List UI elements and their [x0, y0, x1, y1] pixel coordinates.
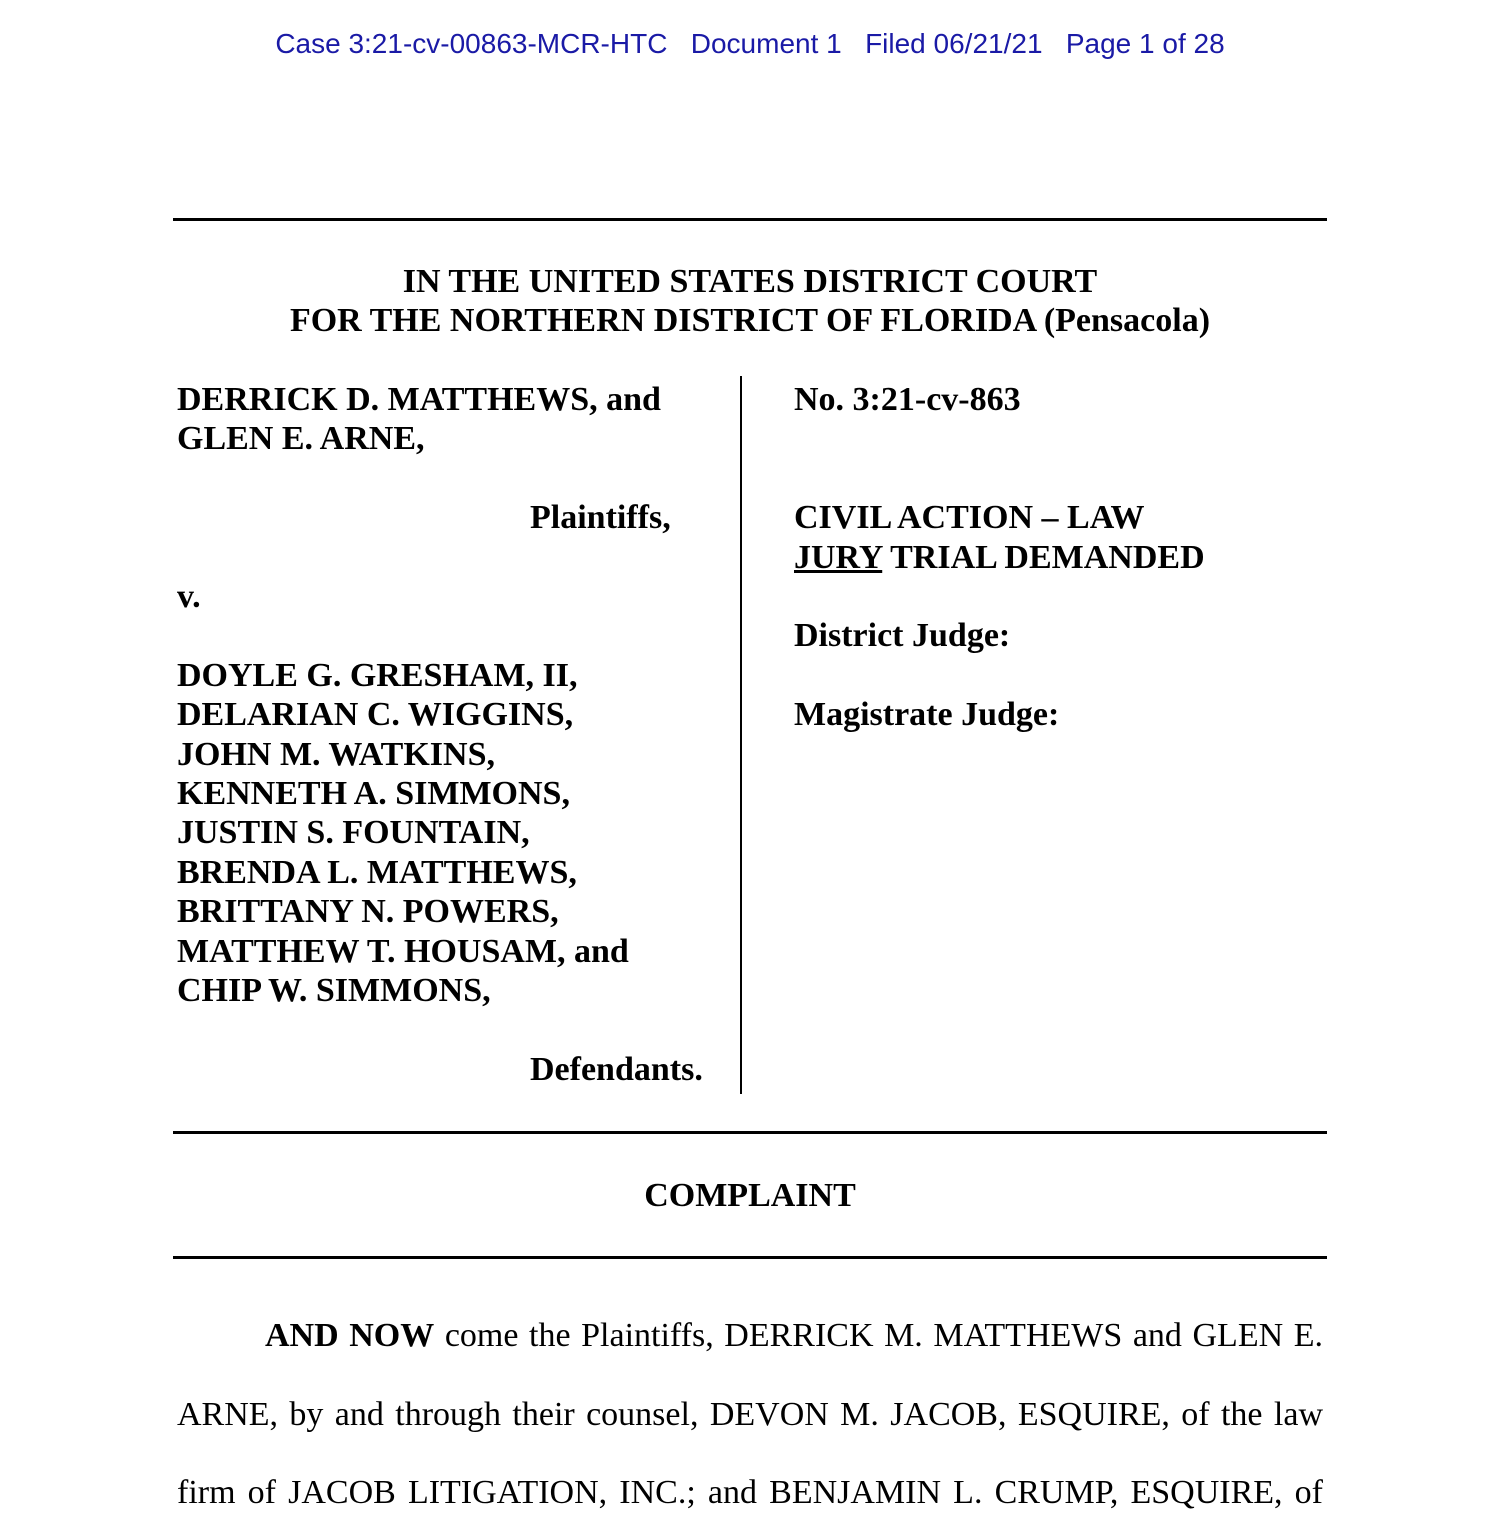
magistrate-judge-label: Magistrate Judge:	[794, 696, 1060, 734]
body-line-2: ARNE, by and through their counsel, DEVON M. JACOB, ESQUIRE, of the law	[177, 1395, 1323, 1433]
jury-demand-line	[794, 538, 1314, 577]
complaint-body	[177, 1297, 1323, 1533]
lead-phrase: AND NOW	[265, 1317, 435, 1354]
body-line-1	[177, 1297, 1323, 1376]
caption-case-info	[794, 380, 1314, 735]
caption-bottom-rule	[173, 1131, 1327, 1134]
ecf-header-stamp: Case 3:21-cv-00863-MCR-HTC Document 1 Filed 06/21/21 Page 1 of 28	[275, 28, 1225, 59]
caption-divider	[740, 376, 742, 1094]
document-title: COMPLAINT	[644, 1177, 856, 1214]
defendant-name-line: JOHN M. WATKINS,	[177, 735, 496, 773]
body-line-3: firm of JACOB LITIGATION, INC.; and BENJAMIN L. CRUMP, ESQUIRE, of	[177, 1474, 1323, 1511]
defendant-name-line: CHIP W. SIMMONS,	[177, 972, 491, 1010]
defendant-name-line: DELARIAN C. WIGGINS,	[177, 696, 574, 734]
plaintiff-name-line: DERRICK D. MATTHEWS, and	[177, 381, 661, 418]
defendant-name-line: MATTHEW T. HOUSAM, and	[177, 932, 629, 970]
title-bottom-rule	[173, 1256, 1327, 1259]
court-heading-line-1: IN THE UNITED STATES DISTRICT COURT	[402, 263, 1098, 300]
trial-demanded-text: TRIAL DEMANDED	[882, 538, 1205, 576]
defendants-label: Defendants.	[530, 1050, 703, 1088]
defendant-name-line: BRENDA L. MATTHEWS,	[177, 853, 577, 891]
top-rule	[173, 218, 1327, 221]
defendant-name-line: DOYLE G. GRESHAM, II,	[177, 656, 578, 694]
caption-parties	[177, 380, 707, 1089]
court-heading-line-2: FOR THE NORTHERN DISTRICT OF FLORIDA (Pensacola)	[289, 302, 1211, 339]
plaintiffs-label: Plaintiffs,	[530, 499, 671, 537]
defendant-name-line: BRITTANY N. POWERS,	[177, 893, 559, 931]
defendant-name-line: JUSTIN S. FOUNTAIN,	[177, 814, 530, 852]
case-number: No. 3:21-cv-863	[794, 381, 1021, 418]
defendant-name-line: KENNETH A. SIMMONS,	[177, 775, 570, 813]
jury-word: JURY	[794, 538, 883, 576]
plaintiff-name-line: GLEN E. ARNE,	[177, 420, 425, 458]
body-line-1-text: come the Plaintiffs, DERRICK M. MATTHEWS and GLEN E.	[434, 1317, 1323, 1354]
versus-label: v.	[177, 578, 201, 615]
civil-action-label: CIVIL ACTION – LAW	[794, 499, 1145, 537]
court-heading	[0, 262, 1500, 340]
district-judge-label: District Judge:	[794, 617, 1011, 655]
